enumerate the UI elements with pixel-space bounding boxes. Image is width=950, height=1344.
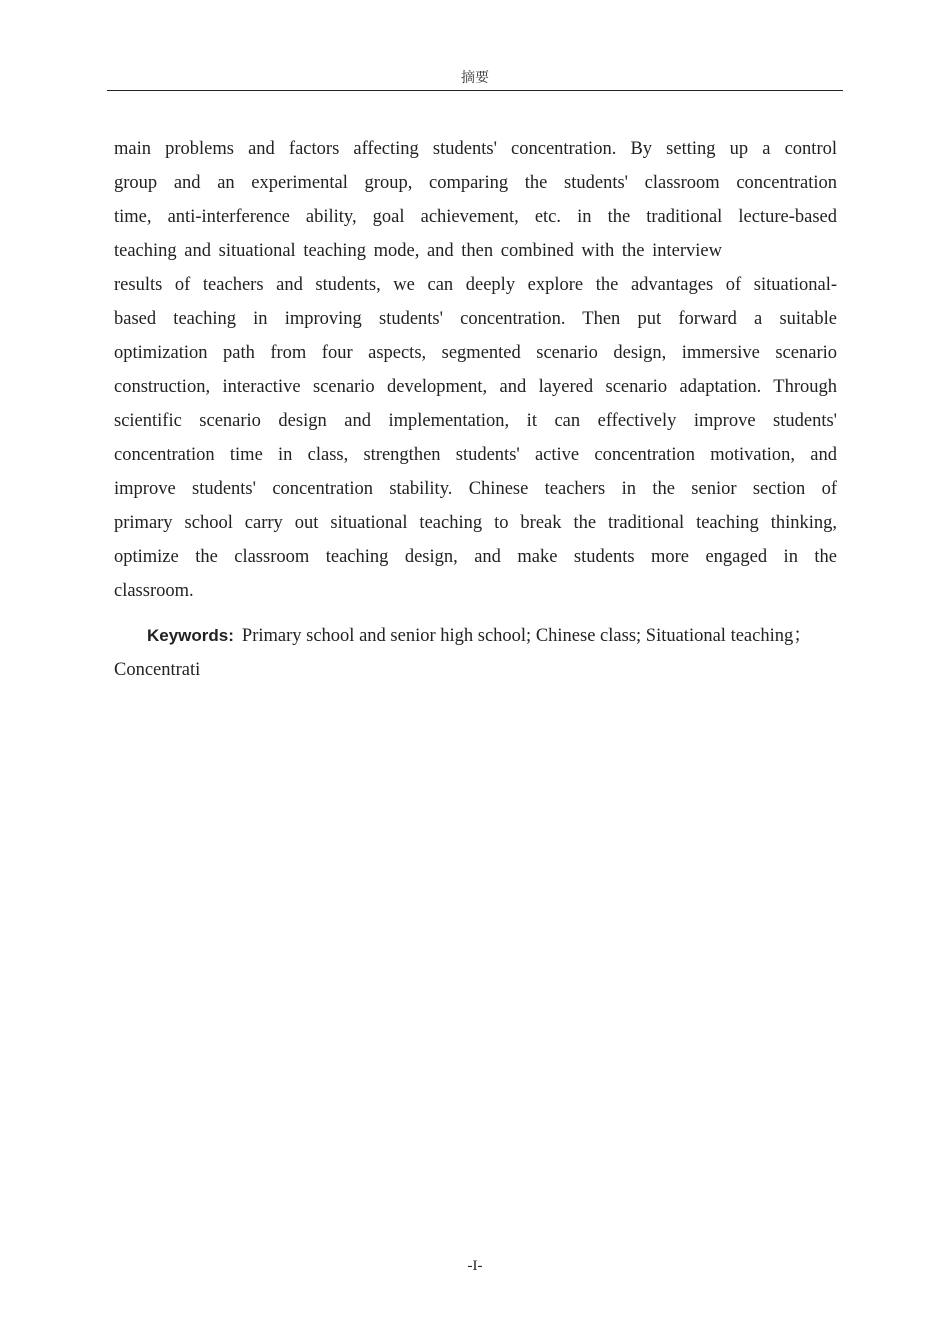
keywords-continuation: Concentrati [114, 660, 201, 680]
text-line: construction, interactive scenario development, and layered scenario adaptation. Through [114, 377, 837, 397]
abstract-paragraph [114, 132, 837, 608]
keywords-label: Keywords: [147, 626, 234, 645]
text-line: scientific scenario design and implementation, it can effectively improve students' [114, 411, 837, 431]
text-line: results of teachers and students, we can deeply explore the advantages of situational- [114, 275, 837, 295]
text-line: concentration time in class, strengthen students' active concentration motivation, and [114, 445, 837, 465]
text-line: improve students' concentration stability. Chinese teachers in the senior section of [114, 479, 837, 499]
keywords-section [114, 619, 837, 687]
keywords-line [114, 619, 837, 653]
text-line: classroom. [114, 581, 194, 601]
page-number: -I- [467, 1258, 483, 1274]
text-line: primary school carry out situational teaching to break the traditional teaching thinking, [114, 513, 837, 533]
abstract-body [114, 132, 837, 608]
page-header [107, 68, 843, 91]
text-line: optimization path from four aspects, segmented scenario design, immersive scenario [114, 343, 837, 363]
text-line: group and an experimental group, comparing the students' classroom concentration [114, 173, 837, 193]
keywords-text: Primary school and senior high school; Chinese class; Situational teaching； [241, 626, 812, 646]
text-line: time, anti-interference ability, goal achievement, etc. in the traditional lecture-based [114, 207, 837, 227]
text-line: teaching and situational teaching mode, and then combined with the interview [114, 241, 722, 261]
text-line: main problems and factors affecting students' concentration. By setting up a control [114, 139, 837, 159]
text-line: based teaching in improving students' concentration. Then put forward a suitable [114, 309, 837, 329]
text-line: optimize the classroom teaching design, and make students more engaged in the [114, 547, 837, 567]
header-title: 摘要 [461, 70, 489, 86]
